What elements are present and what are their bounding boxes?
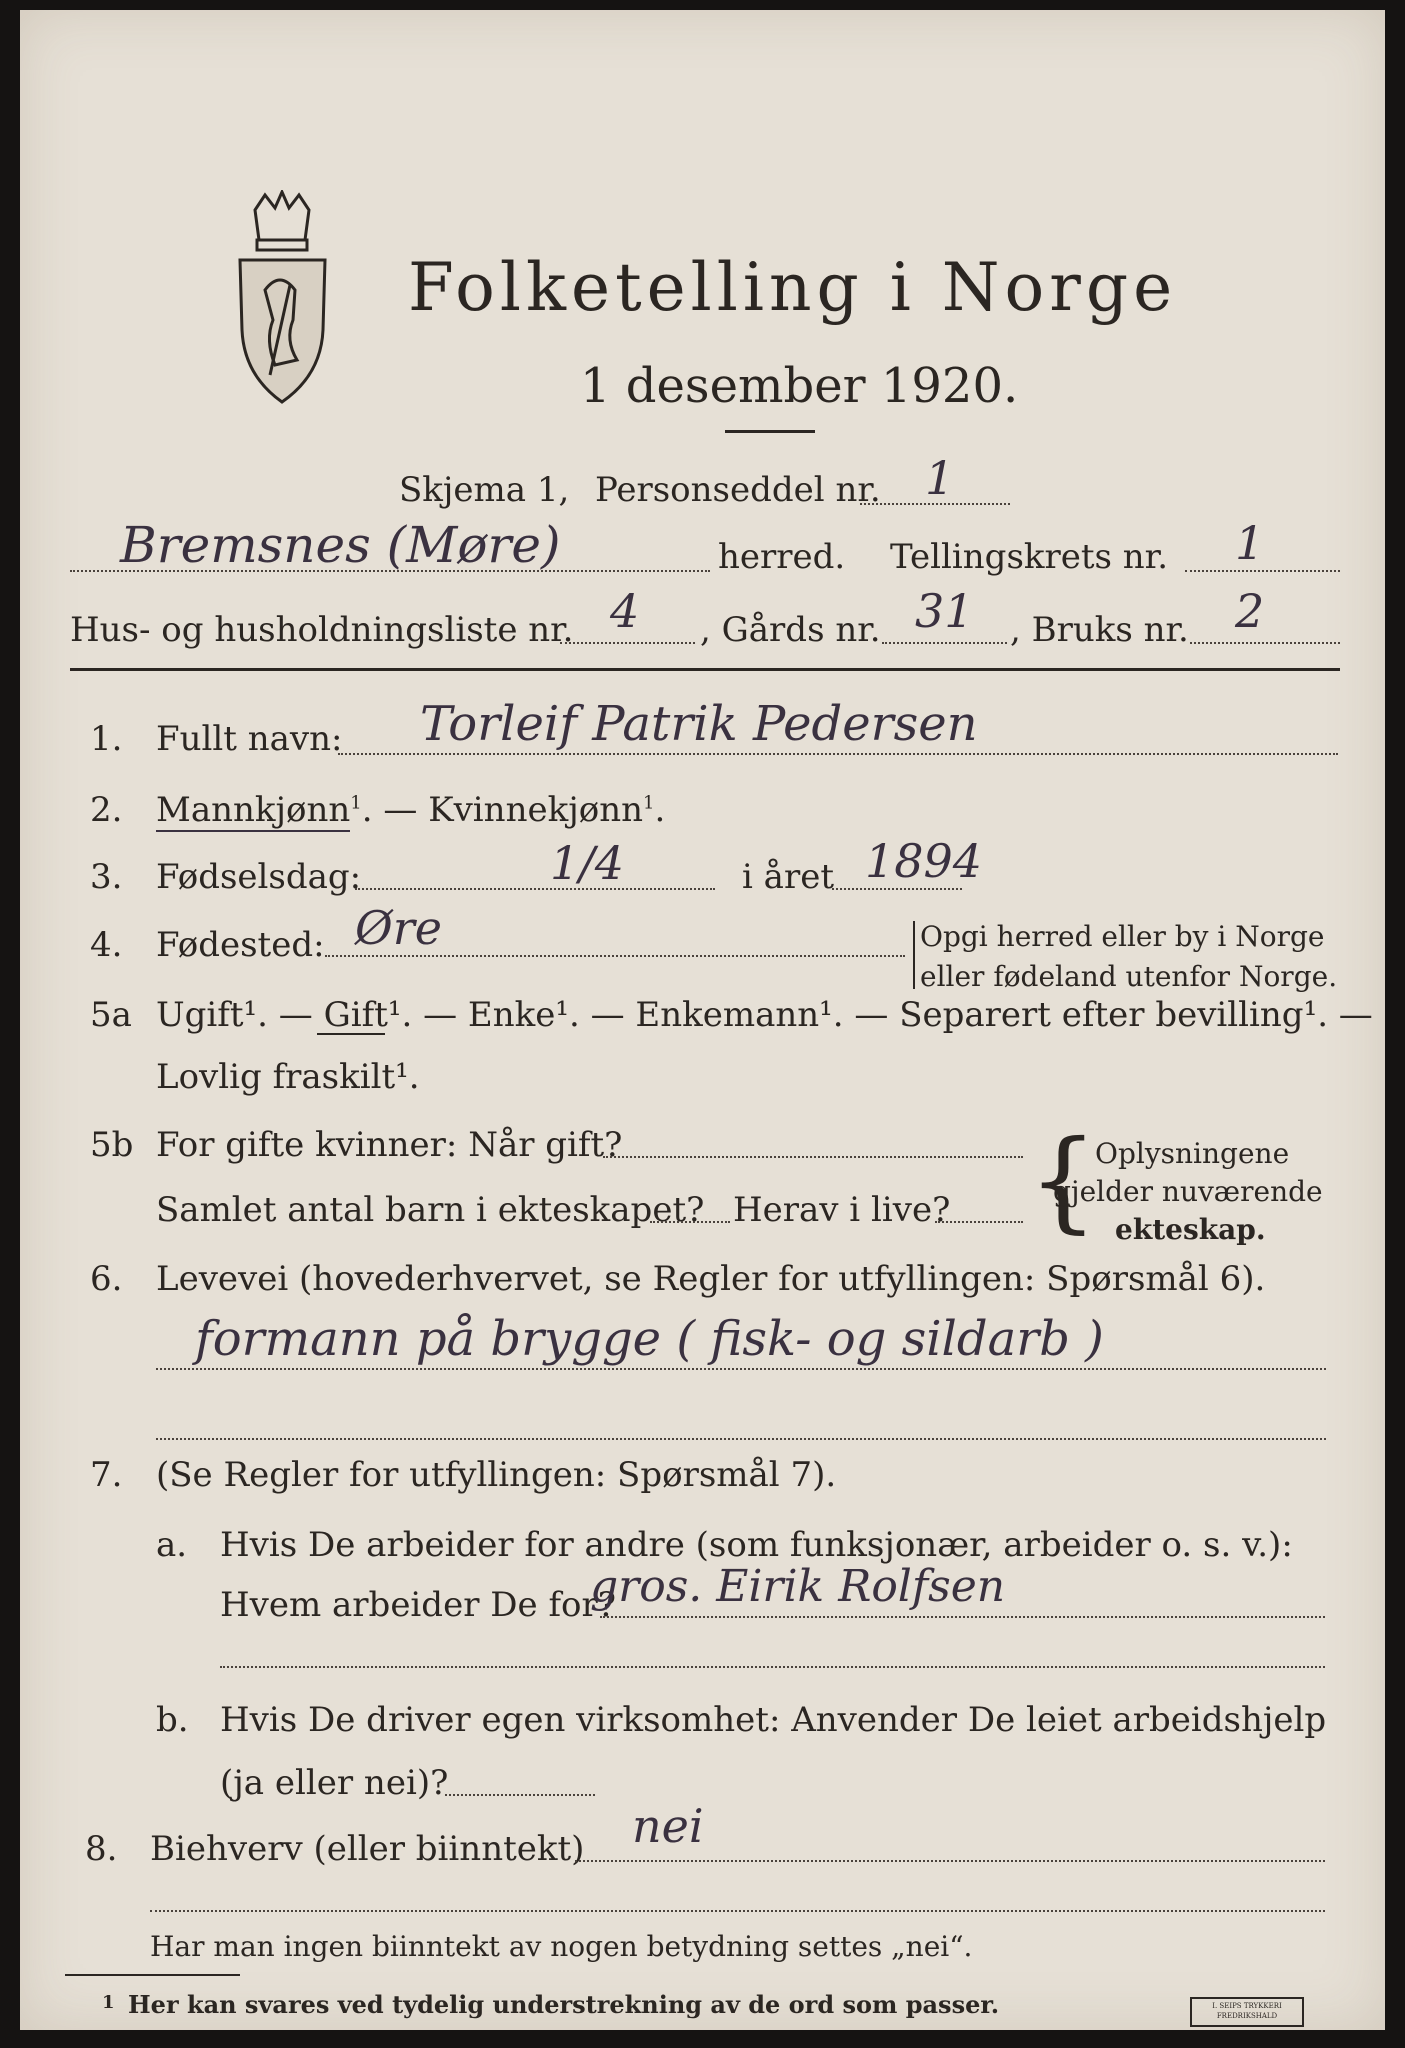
q5a-line2: Lovlig fraskilt¹. — [156, 1057, 420, 1097]
q3-line — [355, 888, 715, 890]
q7a-line2: Hvem arbeider De for? — [220, 1585, 616, 1625]
q3-number: 3. — [90, 857, 123, 897]
q7b-line — [445, 1794, 595, 1796]
q4-note-line1: Opgi herred eller by i Norge — [920, 920, 1325, 953]
herred-value[interactable]: Bremsnes (Møre) — [120, 516, 561, 574]
herred-label: herred. — [718, 537, 846, 577]
q4-note-bracket — [913, 921, 915, 989]
q2-end: . — [654, 790, 666, 830]
q1-value[interactable]: Torleif Patrik Pedersen — [420, 696, 978, 752]
coat-of-arms-icon — [235, 190, 330, 405]
q8-value[interactable]: nei — [632, 1799, 704, 1853]
q5b-note2: gjelder nuværende — [1053, 1175, 1323, 1208]
census-date: 1 desember 1920. — [580, 358, 1019, 414]
q6-label: Levevei (hovederhvervet, se Regler for utfyllingen: Spørsmål 6). — [156, 1259, 1266, 1299]
q5b-label2: Samlet antal barn i ekteskapet? — [156, 1190, 705, 1230]
q4-line — [325, 955, 905, 957]
q6-number: 6. — [90, 1259, 123, 1299]
q1-label: Fullt navn: — [156, 719, 343, 759]
q5a-number: 5a — [90, 995, 132, 1035]
q4-number: 4. — [90, 925, 123, 965]
q7a-line-extra — [220, 1666, 1325, 1668]
q2-number: 2. — [90, 790, 123, 830]
q8-line — [575, 1860, 1325, 1862]
footnote-divider — [65, 1974, 240, 1976]
q3-year-label: i året — [742, 857, 834, 897]
q5a-gift-underline — [317, 1033, 385, 1035]
skjema-label: Skjema 1, — [399, 470, 570, 510]
q6-line1 — [156, 1368, 1326, 1370]
q7-label: (Se Regler for utfyllingen: Spørsmål 7). — [156, 1455, 837, 1495]
q6-line2 — [156, 1438, 1326, 1440]
q5b-label1: For gifte kvinner: Når gift? — [156, 1125, 623, 1165]
personseddel-label: Personseddel nr. — [595, 470, 881, 510]
q7a-line1: Hvis De arbeider for andre (som funksjonær, arbeider o. s. v.): — [220, 1525, 1293, 1565]
q1-line — [338, 753, 1338, 755]
q2-female-option[interactable]: Kvinnekjønn — [428, 790, 643, 830]
footnote-number: 1 — [102, 1992, 115, 2013]
header-divider — [70, 668, 1340, 671]
q3-year-value[interactable]: 1894 — [865, 834, 983, 888]
q5b-line3 — [935, 1221, 1023, 1223]
personseddel-value[interactable]: 1 — [925, 451, 955, 505]
q8-label: Biehverv (eller biinntekt) — [150, 1829, 585, 1869]
tellingskrets-value[interactable]: 1 — [1235, 516, 1265, 570]
q5b-brace: { — [1028, 1116, 1098, 1244]
hus-value[interactable]: 4 — [610, 584, 640, 638]
q6-value[interactable]: formann på brygge ( fisk- og sildarb ) — [195, 1311, 1104, 1367]
q2-options — [156, 790, 666, 830]
gards-value[interactable]: 31 — [915, 584, 974, 638]
q8-number: 8. — [85, 1829, 118, 1869]
footnote-text: Her kan svares ved tydelig understrekning av de ord som passer. — [128, 1990, 1000, 2019]
q5b-line2 — [650, 1221, 730, 1223]
q3-label: Fødselsdag: — [156, 857, 362, 897]
q5b-label3: Herav i live? — [733, 1190, 951, 1230]
printer-stamp-text: I. SEIPS TRYKKERI FREDRIKSHALD — [1212, 2002, 1282, 2020]
q3-year-line — [832, 888, 962, 890]
q3-value[interactable]: 1/4 — [550, 836, 625, 890]
q2-male-option[interactable]: Mannkjønn — [156, 790, 351, 830]
q7a-line — [600, 1616, 1325, 1618]
bruks-label: , Bruks nr. — [1010, 610, 1189, 650]
q7a-letter: a. — [156, 1525, 188, 1565]
hus-line — [560, 642, 695, 644]
q7b-letter: b. — [156, 1700, 189, 1740]
q5b-number: 5b — [90, 1125, 134, 1165]
q8-line-extra — [150, 1910, 1325, 1912]
q5b-line1 — [603, 1156, 1023, 1158]
q2-female-sup: 1 — [643, 792, 655, 814]
q5b-note1: Oplysningene — [1095, 1137, 1290, 1170]
q7a-value[interactable]: gros. Eirik Rolfsen — [590, 1561, 1006, 1612]
q5b-note3: ekteskap. — [1115, 1213, 1266, 1246]
q5a-line1: Ugift¹. — Gift¹. — Enke¹. — Enkemann¹. — Separert efter bevilling¹. — — [156, 995, 1373, 1035]
footer-note: Har man ingen biinntekt av nogen betydning settes „nei“. — [150, 1930, 973, 1963]
q1-number: 1. — [90, 719, 123, 759]
q2-sep: . — — [361, 790, 429, 830]
gards-line — [882, 642, 1007, 644]
tellingskrets-line — [1185, 570, 1340, 572]
q7b-line2: (ja eller nei)? — [220, 1763, 449, 1803]
q4-label: Fødested: — [156, 925, 325, 965]
tellingskrets-label: Tellingskrets nr. — [890, 537, 1169, 577]
title-divider — [725, 430, 815, 433]
q7b-line1: Hvis De driver egen virksomhet: Anvender De leiet arbeidshjelp — [220, 1700, 1327, 1740]
form-title: Folketelling i Norge — [408, 249, 1178, 326]
gards-label: , Gårds nr. — [700, 610, 881, 650]
census-form-paper — [20, 10, 1385, 2030]
q4-value[interactable]: Øre — [355, 901, 442, 955]
bruks-value[interactable]: 2 — [1235, 584, 1265, 638]
printer-stamp — [1190, 1997, 1304, 2027]
herred-line — [70, 570, 710, 572]
hus-label: Hus- og husholdningsliste nr. — [70, 610, 574, 650]
q7-number: 7. — [90, 1455, 123, 1495]
q2-male-sup: 1 — [350, 792, 362, 814]
q4-note-line2: eller fødeland utenfor Norge. — [920, 960, 1338, 993]
bruks-line — [1190, 642, 1340, 644]
